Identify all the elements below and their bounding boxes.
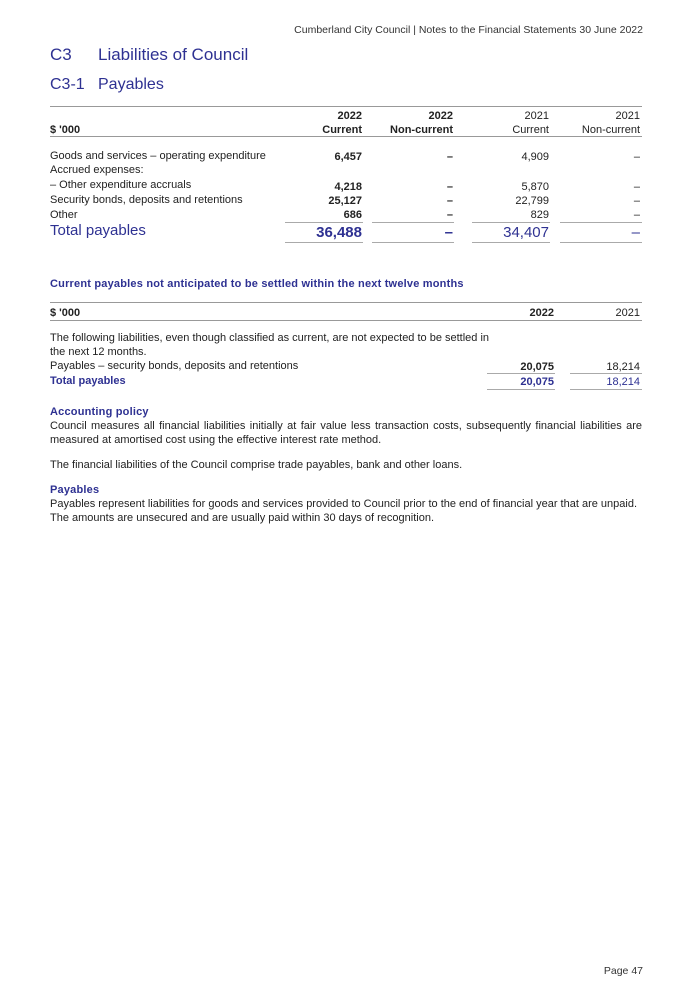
table1-cell: – [446,195,453,207]
table1-total-rule [285,242,363,243]
table1-col-type: Current [322,124,362,136]
table1-col-type: Non-current [390,124,453,136]
table2-total-cell: 18,214 [606,376,640,388]
table1-cell: – [633,209,640,221]
section-title [50,45,248,65]
table1-cell: – [446,181,453,193]
table1-row-label: – Other expenditure accruals [50,179,192,191]
table1-cell: – [446,209,453,221]
table2-subtotal-rule [487,373,555,374]
table1-cell: 4,218 [334,181,362,193]
subsection-title [50,76,164,94]
table2-unit: $ '000 [50,307,81,319]
table1-row-label: Other [50,209,78,221]
page-number: Page 47 [603,965,643,977]
table2-col-year: 2021 [615,307,640,319]
table1-total-label: Total payables [50,222,146,239]
table1-col-type: Current [512,124,549,136]
table1-total-cell: 36,488 [316,224,362,241]
section-number: C3 [50,45,72,64]
table1-subtotal-rule [285,222,363,223]
table1-header-rule [50,136,642,137]
table2-total-rule [570,389,642,390]
policy-heading: Accounting policy [50,406,149,418]
table1-col-type: Non-current [581,124,640,136]
table1-total-rule [372,242,454,243]
table1-col-year: 2022 [337,110,362,122]
table2-col-year: 2022 [529,307,554,319]
table2-total-rule [487,389,555,390]
table1-row-label: Accrued expenses: [50,164,144,176]
section-title-text: Liabilities of Council [98,45,249,64]
table1-row-label: Security bonds, deposits and retentions [50,194,243,206]
table1-cell: 829 [530,209,549,221]
policy-paragraph: The financial liabilities of the Council comprise trade payables, bank and other loans. [50,459,463,471]
table1-cell: – [446,151,453,163]
payables-paragraph: Payables represent liabilities for goods and services provided to Council prior to the end of financial year that are unpaid. The amounts are unsecured and are usually paid within 30 days of recognition. [50,498,638,524]
table1-col-year: 2021 [524,110,549,122]
table2-cell: 20,075 [520,361,554,373]
table1-cell: – [633,195,640,207]
table1-total-rule [472,242,550,243]
table1-cell: 22,799 [515,195,549,207]
table2-intro: The following liabilities, even though classified as current, are not expected to be settled in the next 12 months. [50,332,490,358]
table1-top-rule [50,106,642,107]
running-header: Cumberland City Council | Notes to the Financial Statements 30 June 2022 [294,24,643,36]
table1-col-year: 2021 [615,110,640,122]
table1-row-label: Goods and services – operating expenditure [50,150,266,162]
table2-top-rule [50,302,642,303]
table1-total-cell: – [444,224,453,241]
table2-total-cell: 20,075 [520,376,554,388]
table1-cell: – [633,181,640,193]
table1-cell: – [633,151,640,163]
table2-row-label: Payables – security bonds, deposits and retentions [50,360,299,372]
table1-subtotal-rule [372,222,454,223]
table1-cell: 5,870 [521,181,549,193]
table1-total-rule [560,242,642,243]
table2-header-rule [50,320,642,321]
table2-cell: 18,214 [606,361,640,373]
table1-total-cell: 34,407 [503,224,549,241]
table1-cell: 686 [343,209,362,221]
policy-paragraph: Council measures all financial liabilities initially at fair value less transaction costs, subsequently financial liabilities are measured at amortised cost using the effective interest rate method. [50,420,642,446]
subsection-title-text: Payables [98,76,164,93]
table1-subtotal-rule [472,222,550,223]
table2-total-label: Total payables [50,375,126,387]
subsection-number: C3-1 [50,76,85,93]
table1-subtotal-rule [560,222,642,223]
table1-col-year: 2022 [428,110,453,122]
table1-cell: 6,457 [334,151,362,163]
table1-unit: $ '000 [50,124,81,136]
payables-heading: Payables [50,484,100,496]
table1-cell: 25,127 [328,195,362,207]
table1-total-cell: – [631,224,640,241]
table2-heading: Current payables not anticipated to be settled within the next twelve months [50,278,464,290]
table1-cell: 4,909 [521,151,549,163]
table2-subtotal-rule [570,373,642,374]
